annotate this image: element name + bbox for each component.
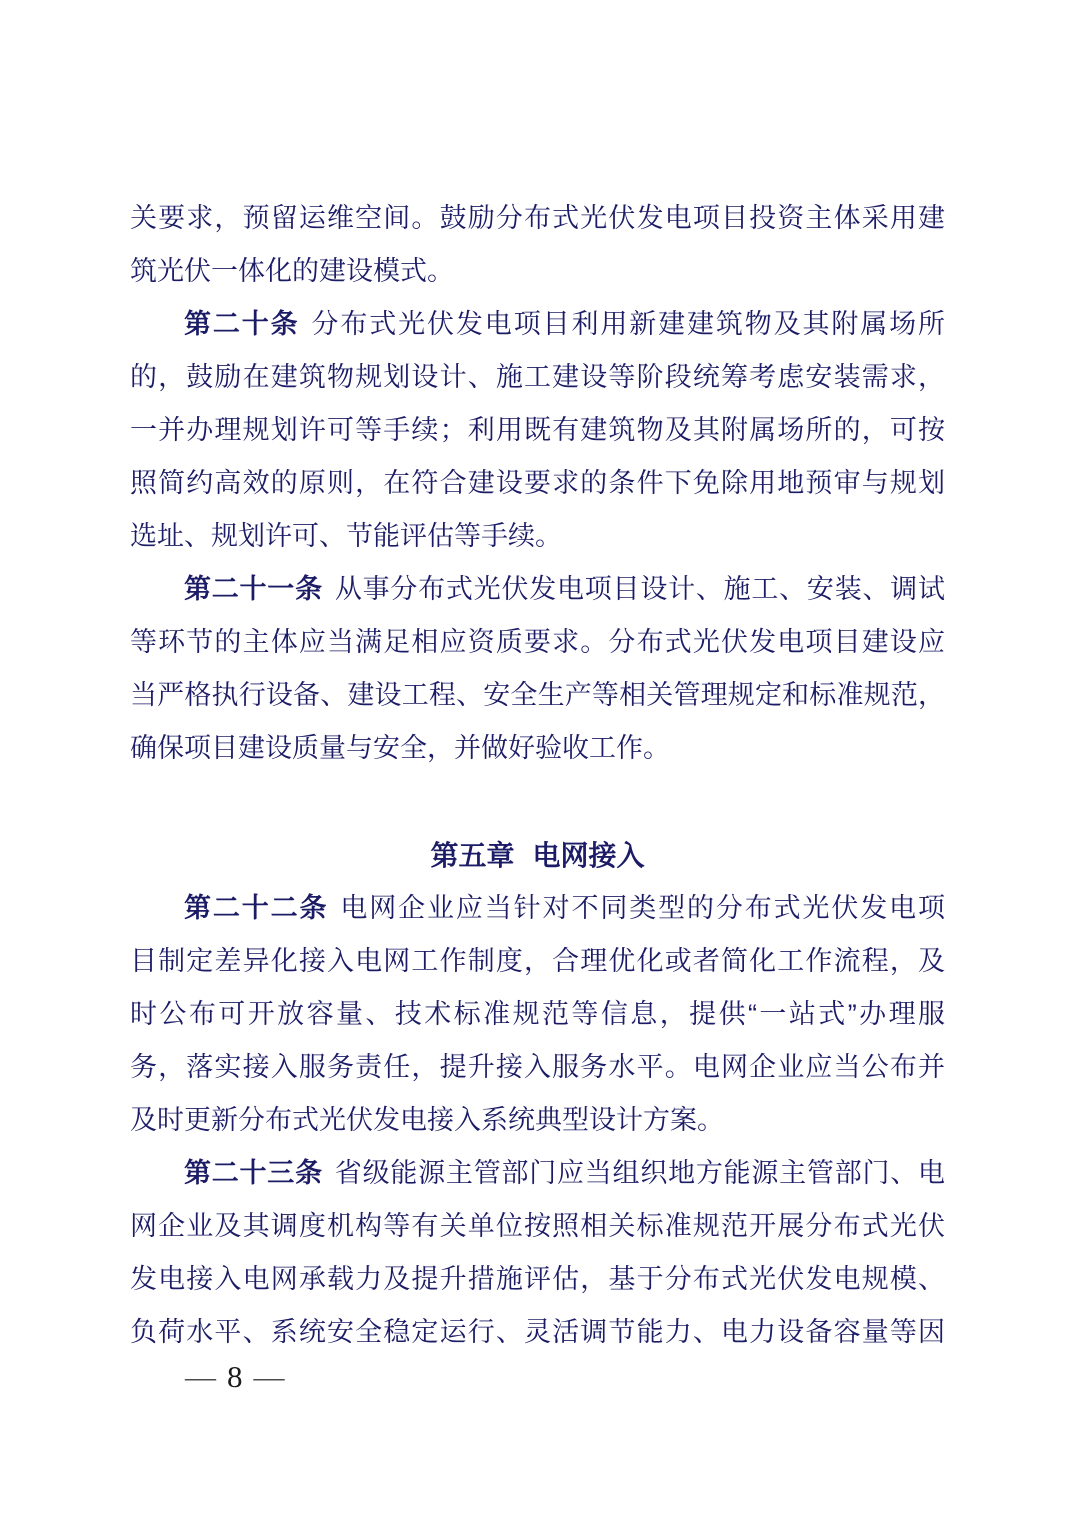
article-first-line xyxy=(130,882,945,935)
article-text: 分布式光伏发电项目利用新建建筑物及其附属场所 xyxy=(311,309,946,339)
body-line: 一并办理规划许可等手续；利用既有建筑物及其附属场所的，可按 xyxy=(130,415,945,445)
article-first-line xyxy=(130,298,945,351)
body-line: 筑光伏一体化的建设模式。 xyxy=(130,256,454,286)
page-number: 8 xyxy=(227,1359,243,1394)
document-text-block xyxy=(130,192,945,1359)
body-line: 选址、规划许可、节能评估等手续。 xyxy=(130,521,562,551)
body-line: 等环节的主体应当满足相应资质要求。分布式光伏发电项目建设应 xyxy=(130,627,945,657)
body-line: 确保项目建设质量与安全，并做好验收工作。 xyxy=(130,733,670,763)
article-text: 从事分布式光伏发电项目设计、施工、安装、调试 xyxy=(334,574,946,604)
body-line: 时公布可开放容量、技术标准规范等信息，提供“一站式”办理服 xyxy=(130,999,945,1029)
body-line: 务，落实接入服务责任，提升接入服务水平。电网企业应当公布并 xyxy=(130,1052,945,1082)
footer-right-dash: — xyxy=(253,1359,285,1394)
chapter-title: 电网接入 xyxy=(532,840,645,871)
body-line: 发电接入电网承载力及提升措施评估，基于分布式光伏发电规模、 xyxy=(130,1264,945,1294)
article-text: 电网企业应当针对不同类型的分布式光伏发电项 xyxy=(340,893,946,923)
page-footer xyxy=(185,1356,285,1398)
article-first-line xyxy=(130,563,945,616)
article-text: 省级能源主管部门应当组织地方能源主管部门、电 xyxy=(334,1158,946,1188)
article-number-label: 第二十条 xyxy=(184,309,300,339)
blank-gap xyxy=(130,775,945,829)
body-line: 及时更新分布式光伏发电接入系统典型设计方案。 xyxy=(130,1105,724,1135)
chapter-number: 第五章 xyxy=(430,840,515,871)
body-line: 网企业及其调度机构等有关单位按照相关标准规范开展分布式光伏 xyxy=(130,1211,945,1241)
article-number-label: 第二十一条 xyxy=(184,574,323,604)
chapter-heading xyxy=(130,829,945,882)
article-first-line xyxy=(130,1147,945,1200)
body-line: 当严格执行设备、建设工程、安全生产等相关管理规定和标准规范， xyxy=(130,680,945,710)
body-line: 关要求，预留运维空间。鼓励分布式光伏发电项目投资主体采用建 xyxy=(130,203,945,233)
body-line: 的，鼓励在建筑物规划设计、施工建设等阶段统筹考虑安装需求， xyxy=(130,362,945,392)
article-number-label: 第二十二条 xyxy=(184,893,329,923)
body-line: 目制定差异化接入电网工作制度，合理优化或者简化工作流程，及 xyxy=(130,946,945,976)
footer-left-dash: — xyxy=(185,1359,216,1394)
body-line: 负荷水平、系统安全稳定运行、灵活调节能力、电力设备容量等因 xyxy=(130,1317,945,1347)
body-line: 照简约高效的原则，在符合建设要求的条件下免除用地预审与规划 xyxy=(130,468,945,498)
article-number-label: 第二十三条 xyxy=(184,1158,323,1188)
